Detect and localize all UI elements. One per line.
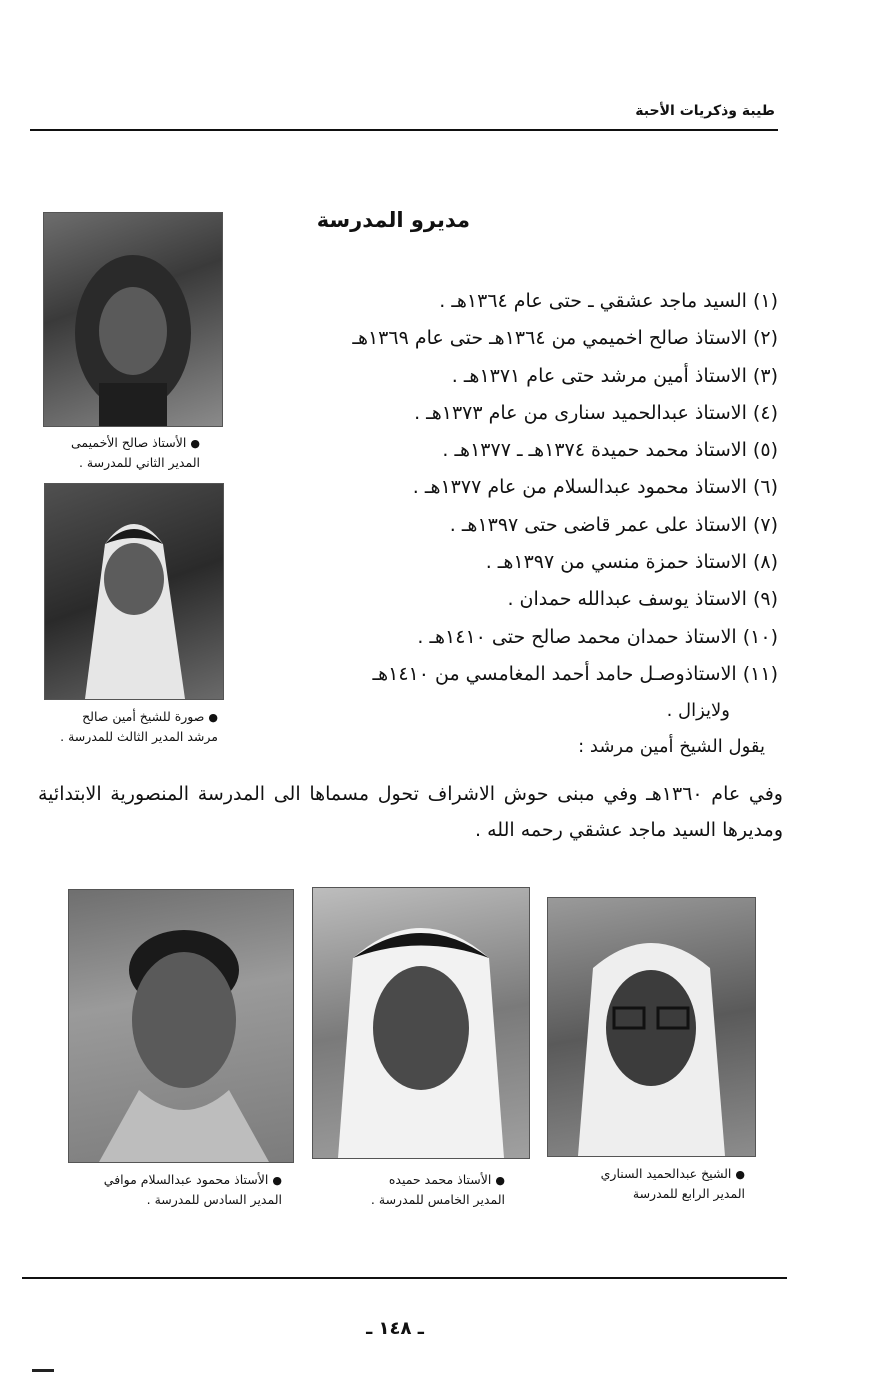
portrait-photo-humaida bbox=[312, 887, 530, 1159]
caption-sinnari bbox=[545, 1164, 745, 1203]
bullet-icon: ● bbox=[208, 711, 218, 724]
quote-intro: يقول الشيخ أمين مرشد : bbox=[578, 736, 765, 757]
footer-rule bbox=[22, 1277, 787, 1279]
list-item: (٥) الاستاذ محمد حميدة ١٣٧٤هـ ـ ١٣٧٧هـ . bbox=[442, 439, 778, 462]
section-title: مديرو المدرسة bbox=[316, 208, 470, 232]
caption-line: الأستاذ صالح الأخميمى bbox=[70, 435, 187, 450]
bullet-icon: ● bbox=[495, 1174, 505, 1187]
list-item: (٦) الاستاذ محمود عبدالسلام من عام ١٣٧٧هـ . bbox=[412, 476, 778, 499]
directors-list bbox=[250, 283, 778, 693]
list-item: (٧) الاستاذ على عمر قاضى حتى ١٣٩٧هـ . bbox=[449, 513, 778, 536]
list-item: (١٠) الاستاذ حمدان محمد صالح حتى ١٤١٠هـ . bbox=[417, 625, 778, 648]
list-item: (٩) الاستاذ يوسف عبدالله حمدان . bbox=[507, 588, 778, 611]
page-number: ـ ١٤٨ ـ bbox=[366, 1318, 424, 1339]
list-item: (٢) الاستاذ صالح اخميمي من ١٣٦٤هـ حتى عام ١٣٦٩هـ bbox=[352, 327, 778, 350]
caption-line: صورة للشيخ أمين صالح bbox=[82, 709, 205, 724]
list-continuation: ولايزال . bbox=[666, 700, 730, 721]
caption-line: الأستاذ محمد حميده bbox=[388, 1172, 492, 1187]
caption-muwafi bbox=[60, 1170, 282, 1209]
list-item: (٣) الاستاذ أمين مرشد حتى عام ١٣٧١هـ . bbox=[451, 364, 778, 387]
list-item: (١) السيد ماجد عشقي ـ حتى عام ١٣٦٤هـ . bbox=[439, 290, 778, 312]
caption-line: الشيخ عبدالحميد السناري bbox=[600, 1166, 732, 1181]
scan-mark bbox=[32, 1369, 54, 1372]
caption-line: مرشد المدير الثالث للمدرسة . bbox=[60, 729, 218, 744]
caption-line: المدير الرابع للمدرسة bbox=[632, 1186, 745, 1201]
bullet-icon: ● bbox=[190, 437, 200, 450]
list-item: (٨) الاستاذ حمزة منسي من ١٣٩٧هـ . bbox=[485, 551, 778, 574]
portrait-photo-sinnari bbox=[547, 897, 756, 1157]
header-rule bbox=[30, 129, 778, 131]
portrait-photo-akhmimi bbox=[43, 212, 223, 427]
list-item: (٤) الاستاذ عبدالحميد سنارى من عام ١٣٧٣هـ . bbox=[414, 401, 778, 424]
list-item: (١١) الاستاذوصـل حامد أحمد المغامسي من ١٤١٠هـ bbox=[372, 662, 778, 685]
caption-line: المدير السادس للمدرسة . bbox=[146, 1192, 282, 1207]
body-paragraph: وفي عام ١٣٦٠هـ وفي مبنى حوش الاشراف تحول مسماها الى المدرسة المنصورية الابتدائية ومديرها السيد ماجد عشقي رحمه الله . bbox=[38, 783, 783, 841]
caption-humaida bbox=[330, 1170, 505, 1209]
caption-line: المدير الثاني للمدرسة . bbox=[78, 455, 200, 470]
bullet-icon: ● bbox=[272, 1174, 282, 1187]
portrait-photo-muwafi bbox=[68, 889, 294, 1163]
running-title: طيبة وذكريات الأحبة bbox=[635, 103, 775, 119]
caption-line: المدير الخامس للمدرسة . bbox=[370, 1192, 505, 1207]
caption-line: الأستاذ محمود عبدالسلام موافي bbox=[103, 1172, 269, 1187]
portrait-photo-murshid bbox=[44, 483, 224, 700]
caption-murshid bbox=[38, 707, 218, 746]
bullet-icon: ● bbox=[735, 1168, 745, 1181]
caption-akhmimi bbox=[40, 433, 200, 472]
